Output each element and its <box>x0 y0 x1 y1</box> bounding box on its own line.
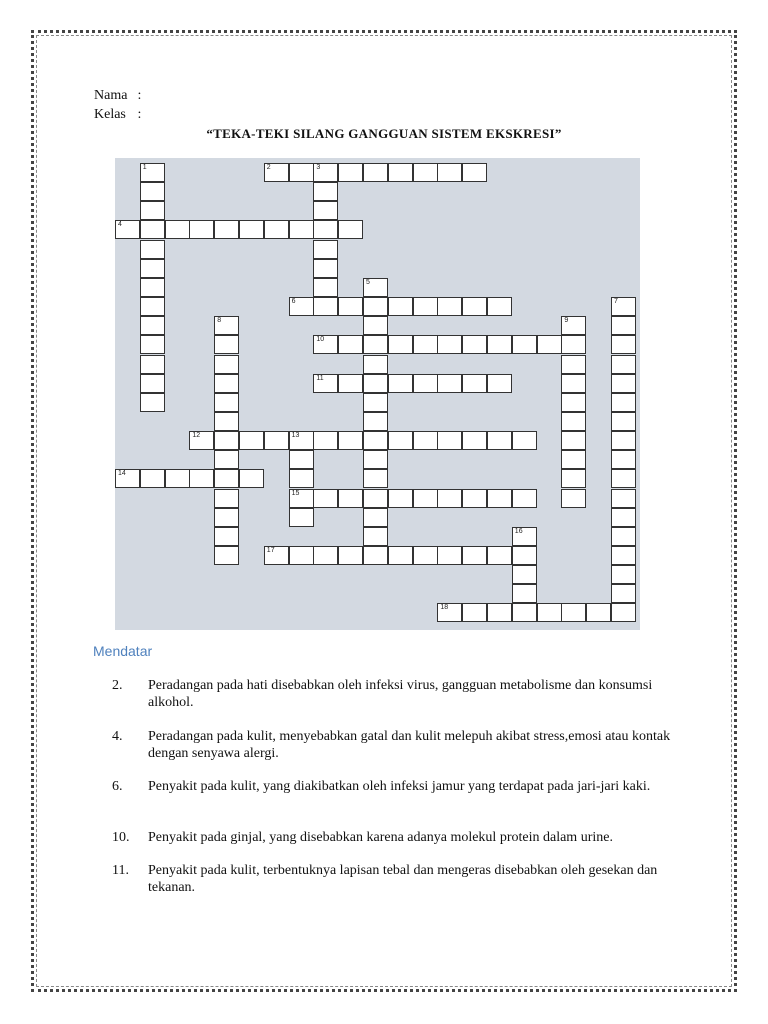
crossword-cell[interactable] <box>363 393 388 412</box>
crossword-cell[interactable] <box>611 412 636 431</box>
crossword-cell[interactable] <box>413 489 438 508</box>
clue-number: 2. <box>112 678 123 693</box>
crossword-cell[interactable] <box>313 489 338 508</box>
crossword-cell[interactable] <box>388 163 413 182</box>
crossword-cell[interactable] <box>140 335 165 354</box>
crossword-cell[interactable] <box>413 163 438 182</box>
crossword-cell[interactable] <box>413 374 438 393</box>
crossword-cell[interactable] <box>462 489 487 508</box>
crossword-cell[interactable] <box>363 335 388 354</box>
crossword-cell[interactable] <box>214 546 239 565</box>
crossword-cell[interactable] <box>611 431 636 450</box>
crossword-cell[interactable] <box>115 220 140 239</box>
clue-text: Penyakit pada kulit, terbentuknya lapisan tebal dan mengeras disebabkan oleh gesekan dan tekanan. <box>148 863 658 895</box>
crossword-cell[interactable] <box>338 374 363 393</box>
crossword-cell[interactable] <box>338 431 363 450</box>
clue-number: 11. <box>112 863 129 878</box>
crossword-cell[interactable] <box>313 546 338 565</box>
crossword-cell[interactable] <box>189 469 214 488</box>
crossword-cell[interactable] <box>388 546 413 565</box>
crossword-cell[interactable] <box>611 316 636 335</box>
crossword-cell[interactable] <box>214 220 239 239</box>
cell-number: 1 <box>142 164 147 171</box>
crossword-cell[interactable] <box>313 163 338 182</box>
crossword-cell[interactable] <box>313 278 338 297</box>
crossword-cell[interactable] <box>140 469 165 488</box>
crossword-cell[interactable] <box>313 431 338 450</box>
crossword-cell[interactable] <box>611 565 636 584</box>
crossword-cell[interactable] <box>487 431 512 450</box>
crossword-cell[interactable] <box>289 508 314 527</box>
mendatar-heading: Mendatar <box>93 643 153 659</box>
crossword-cell[interactable] <box>413 297 438 316</box>
crossword-cell[interactable] <box>363 527 388 546</box>
crossword-cell[interactable] <box>140 316 165 335</box>
crossword-cell[interactable] <box>561 469 586 488</box>
crossword-cell[interactable] <box>561 374 586 393</box>
crossword-cell[interactable] <box>214 508 239 527</box>
crossword-cell[interactable] <box>165 220 190 239</box>
crossword-cell[interactable] <box>512 565 537 584</box>
crossword-cell[interactable] <box>512 584 537 603</box>
crossword-cell[interactable] <box>512 489 537 508</box>
crossword-cell[interactable] <box>611 450 636 469</box>
crossword-cell[interactable] <box>462 546 487 565</box>
worksheet-title: “TEKA-TEKI SILANG GANGGUAN SISTEM EKSKRESI” <box>206 126 562 141</box>
crossword-cell[interactable] <box>264 546 289 565</box>
crossword-cell[interactable] <box>289 220 314 239</box>
crossword-cell[interactable] <box>437 335 462 354</box>
crossword-cell[interactable] <box>437 163 462 182</box>
crossword-cell[interactable] <box>264 431 289 450</box>
crossword-cell[interactable] <box>388 335 413 354</box>
crossword-cell[interactable] <box>214 469 239 488</box>
cell-number: 9 <box>564 317 569 325</box>
crossword-cell[interactable] <box>363 412 388 431</box>
crossword-cell[interactable] <box>611 469 636 488</box>
crossword-cell[interactable] <box>189 220 214 239</box>
crossword-cell[interactable] <box>214 450 239 469</box>
crossword-cell[interactable] <box>289 450 314 469</box>
crossword-cell[interactable] <box>289 546 314 565</box>
kelas-label: Kelas <box>94 107 126 122</box>
cell-number: 15 <box>291 489 300 497</box>
crossword-cell[interactable] <box>338 335 363 354</box>
crossword-cell[interactable] <box>611 355 636 374</box>
crossword-cell[interactable] <box>313 201 338 220</box>
crossword-cell[interactable] <box>214 316 239 335</box>
clue-item <box>112 728 672 762</box>
crossword-cell[interactable] <box>611 297 636 316</box>
crossword-cell[interactable] <box>363 316 388 335</box>
clue-text: Peradangan pada hati disebabkan oleh infeksi virus, gangguan metabolisme dan konsumsi alkohol. <box>148 678 653 710</box>
cell-number: 14 <box>118 470 126 478</box>
crossword-cell[interactable] <box>140 182 165 201</box>
crossword-cell[interactable] <box>313 182 338 201</box>
clue-item <box>112 778 672 795</box>
crossword-cell[interactable] <box>140 201 165 220</box>
crossword-cell[interactable] <box>561 316 586 335</box>
crossword-cell[interactable] <box>313 259 338 278</box>
crossword-cell[interactable] <box>437 297 462 316</box>
cell-number: 16 <box>514 527 523 535</box>
crossword-cell[interactable] <box>214 374 239 393</box>
crossword-cell[interactable] <box>363 546 388 565</box>
cell-number: 3 <box>316 164 321 171</box>
cell-number: 12 <box>192 432 201 440</box>
crossword-cell[interactable] <box>388 374 413 393</box>
crossword-cell[interactable] <box>363 163 388 182</box>
crossword-cell[interactable] <box>487 489 512 508</box>
crossword-cell[interactable] <box>363 431 388 450</box>
crossword-cell[interactable] <box>140 259 165 278</box>
cell-number: 18 <box>440 604 449 612</box>
crossword-cell[interactable] <box>413 431 438 450</box>
cell-number: 2 <box>266 164 271 171</box>
crossword-cell[interactable] <box>561 603 586 622</box>
crossword-cell[interactable] <box>214 431 239 450</box>
cell-number: 8 <box>217 317 222 325</box>
crossword-cell[interactable] <box>239 469 264 488</box>
clue-text: Penyakit pada kulit, yang diakibatkan oleh infeksi jamur yang terdapat pada jari-jari kaki. <box>148 779 651 794</box>
crossword-cell[interactable] <box>561 489 586 508</box>
crossword-cell[interactable] <box>487 297 512 316</box>
crossword-cell[interactable] <box>586 603 611 622</box>
clue-number: 6. <box>112 779 123 794</box>
crossword-cell[interactable] <box>363 278 388 297</box>
crossword-cell[interactable] <box>189 431 214 450</box>
crossword-cell[interactable] <box>512 603 537 622</box>
cell-number: 6 <box>291 298 296 306</box>
crossword-cell[interactable] <box>338 297 363 316</box>
clue-number: 10. <box>112 830 130 845</box>
crossword-cell[interactable] <box>487 603 512 622</box>
cell-number: 17 <box>266 547 275 554</box>
nama-field <box>94 88 141 104</box>
crossword-cell[interactable] <box>115 469 140 488</box>
crossword-cell[interactable] <box>462 335 487 354</box>
crossword-cell[interactable] <box>338 220 363 239</box>
crossword-cell[interactable] <box>338 163 363 182</box>
crossword-cell[interactable] <box>561 393 586 412</box>
crossword-cell[interactable] <box>140 374 165 393</box>
nama-label: Nama <box>94 88 128 103</box>
cell-number: 5 <box>366 278 370 286</box>
crossword-cell[interactable] <box>611 489 636 508</box>
crossword-cell[interactable] <box>313 240 338 259</box>
crossword-cell[interactable] <box>388 297 413 316</box>
crossword-cell[interactable] <box>512 431 537 450</box>
crossword-cell[interactable] <box>239 431 264 450</box>
crossword-cell[interactable] <box>313 374 338 393</box>
clue-item <box>112 862 672 896</box>
crossword-cell[interactable] <box>214 335 239 354</box>
crossword-cell[interactable] <box>512 546 537 565</box>
crossword-cell[interactable] <box>611 393 636 412</box>
crossword-cell[interactable] <box>512 335 537 354</box>
cell-number: 10 <box>316 336 325 344</box>
crossword-cell[interactable] <box>140 355 165 374</box>
clue-number: 4. <box>112 729 123 744</box>
crossword-cell[interactable] <box>289 489 314 508</box>
crossword-cell[interactable] <box>140 393 165 412</box>
crossword-cell[interactable] <box>462 374 487 393</box>
crossword-cell[interactable] <box>140 240 165 259</box>
crossword-cell[interactable] <box>264 220 289 239</box>
crossword-cell[interactable] <box>140 220 165 239</box>
crossword-cell[interactable] <box>338 489 363 508</box>
crossword-cell[interactable] <box>140 163 165 182</box>
crossword-cell[interactable] <box>313 220 338 239</box>
crossword-cell[interactable] <box>462 163 487 182</box>
crossword-cell[interactable] <box>611 335 636 354</box>
crossword-cell[interactable] <box>363 355 388 374</box>
crossword-cell[interactable] <box>214 412 239 431</box>
crossword-cell[interactable] <box>462 297 487 316</box>
crossword-cell[interactable] <box>363 374 388 393</box>
kelas-separator: : <box>137 107 142 122</box>
crossword-cell[interactable] <box>487 335 512 354</box>
crossword-cell[interactable] <box>289 469 314 488</box>
crossword-cell[interactable] <box>239 220 264 239</box>
crossword-cell[interactable] <box>363 297 388 316</box>
crossword-cell[interactable] <box>413 335 438 354</box>
cell-number: 11 <box>316 374 324 382</box>
crossword-cell[interactable] <box>264 163 289 182</box>
crossword-cell[interactable] <box>462 603 487 622</box>
crossword-cell[interactable] <box>611 584 636 603</box>
crossword-cell[interactable] <box>289 297 314 316</box>
crossword-cell[interactable] <box>388 489 413 508</box>
crossword-cell[interactable] <box>140 297 165 316</box>
crossword-cell[interactable] <box>561 431 586 450</box>
crossword-cell[interactable] <box>363 489 388 508</box>
crossword-cell[interactable] <box>214 527 239 546</box>
crossword-cell[interactable] <box>537 603 562 622</box>
cell-number: 13 <box>291 432 300 440</box>
crossword-cell[interactable] <box>214 489 239 508</box>
nama-separator: : <box>137 88 142 103</box>
crossword-cell[interactable] <box>214 393 239 412</box>
crossword-cell[interactable] <box>165 469 190 488</box>
crossword-cell[interactable] <box>363 469 388 488</box>
crossword-cell[interactable] <box>561 412 586 431</box>
crossword-cell[interactable] <box>561 335 586 354</box>
crossword-cell[interactable] <box>611 603 636 622</box>
crossword-cell[interactable] <box>289 431 314 450</box>
clue-item <box>112 677 672 711</box>
crossword-cell[interactable] <box>289 163 314 182</box>
clue-item <box>112 829 672 846</box>
crossword-cell[interactable] <box>437 603 462 622</box>
crossword-cell[interactable] <box>611 374 636 393</box>
crossword-cell[interactable] <box>437 431 462 450</box>
crossword-cell[interactable] <box>462 431 487 450</box>
crossword-cell[interactable] <box>611 546 636 565</box>
crossword-cell[interactable] <box>437 546 462 565</box>
crossword-cell[interactable] <box>561 450 586 469</box>
crossword-cell[interactable] <box>561 355 586 374</box>
crossword-cell[interactable] <box>363 508 388 527</box>
crossword-cell[interactable] <box>512 527 537 546</box>
crossword-cell[interactable] <box>413 546 438 565</box>
crossword-grid <box>115 158 640 630</box>
crossword-cell[interactable] <box>487 546 512 565</box>
crossword-cell[interactable] <box>388 431 413 450</box>
cell-number: 4 <box>118 221 122 229</box>
crossword-cell[interactable] <box>313 297 338 316</box>
cell-number: 7 <box>614 298 618 306</box>
crossword-cell[interactable] <box>313 335 338 354</box>
kelas-field <box>94 107 141 123</box>
crossword-cell[interactable] <box>214 355 239 374</box>
crossword-cell[interactable] <box>338 546 363 565</box>
crossword-cell[interactable] <box>140 278 165 297</box>
crossword-cell[interactable] <box>611 527 636 546</box>
crossword-cell[interactable] <box>487 374 512 393</box>
clue-text: Penyakit pada ginjal, yang disebabkan karena adanya molekul protein dalam urine. <box>148 830 613 845</box>
crossword-cell[interactable] <box>437 489 462 508</box>
crossword-cell[interactable] <box>537 335 562 354</box>
crossword-cell[interactable] <box>611 508 636 527</box>
crossword-cell[interactable] <box>363 450 388 469</box>
clue-text: Peradangan pada kulit, menyebabkan gatal dan kulit melepuh akibat stress,emosi atau kontak dengan senyawa alergi. <box>148 729 671 761</box>
crossword-cell[interactable] <box>437 374 462 393</box>
